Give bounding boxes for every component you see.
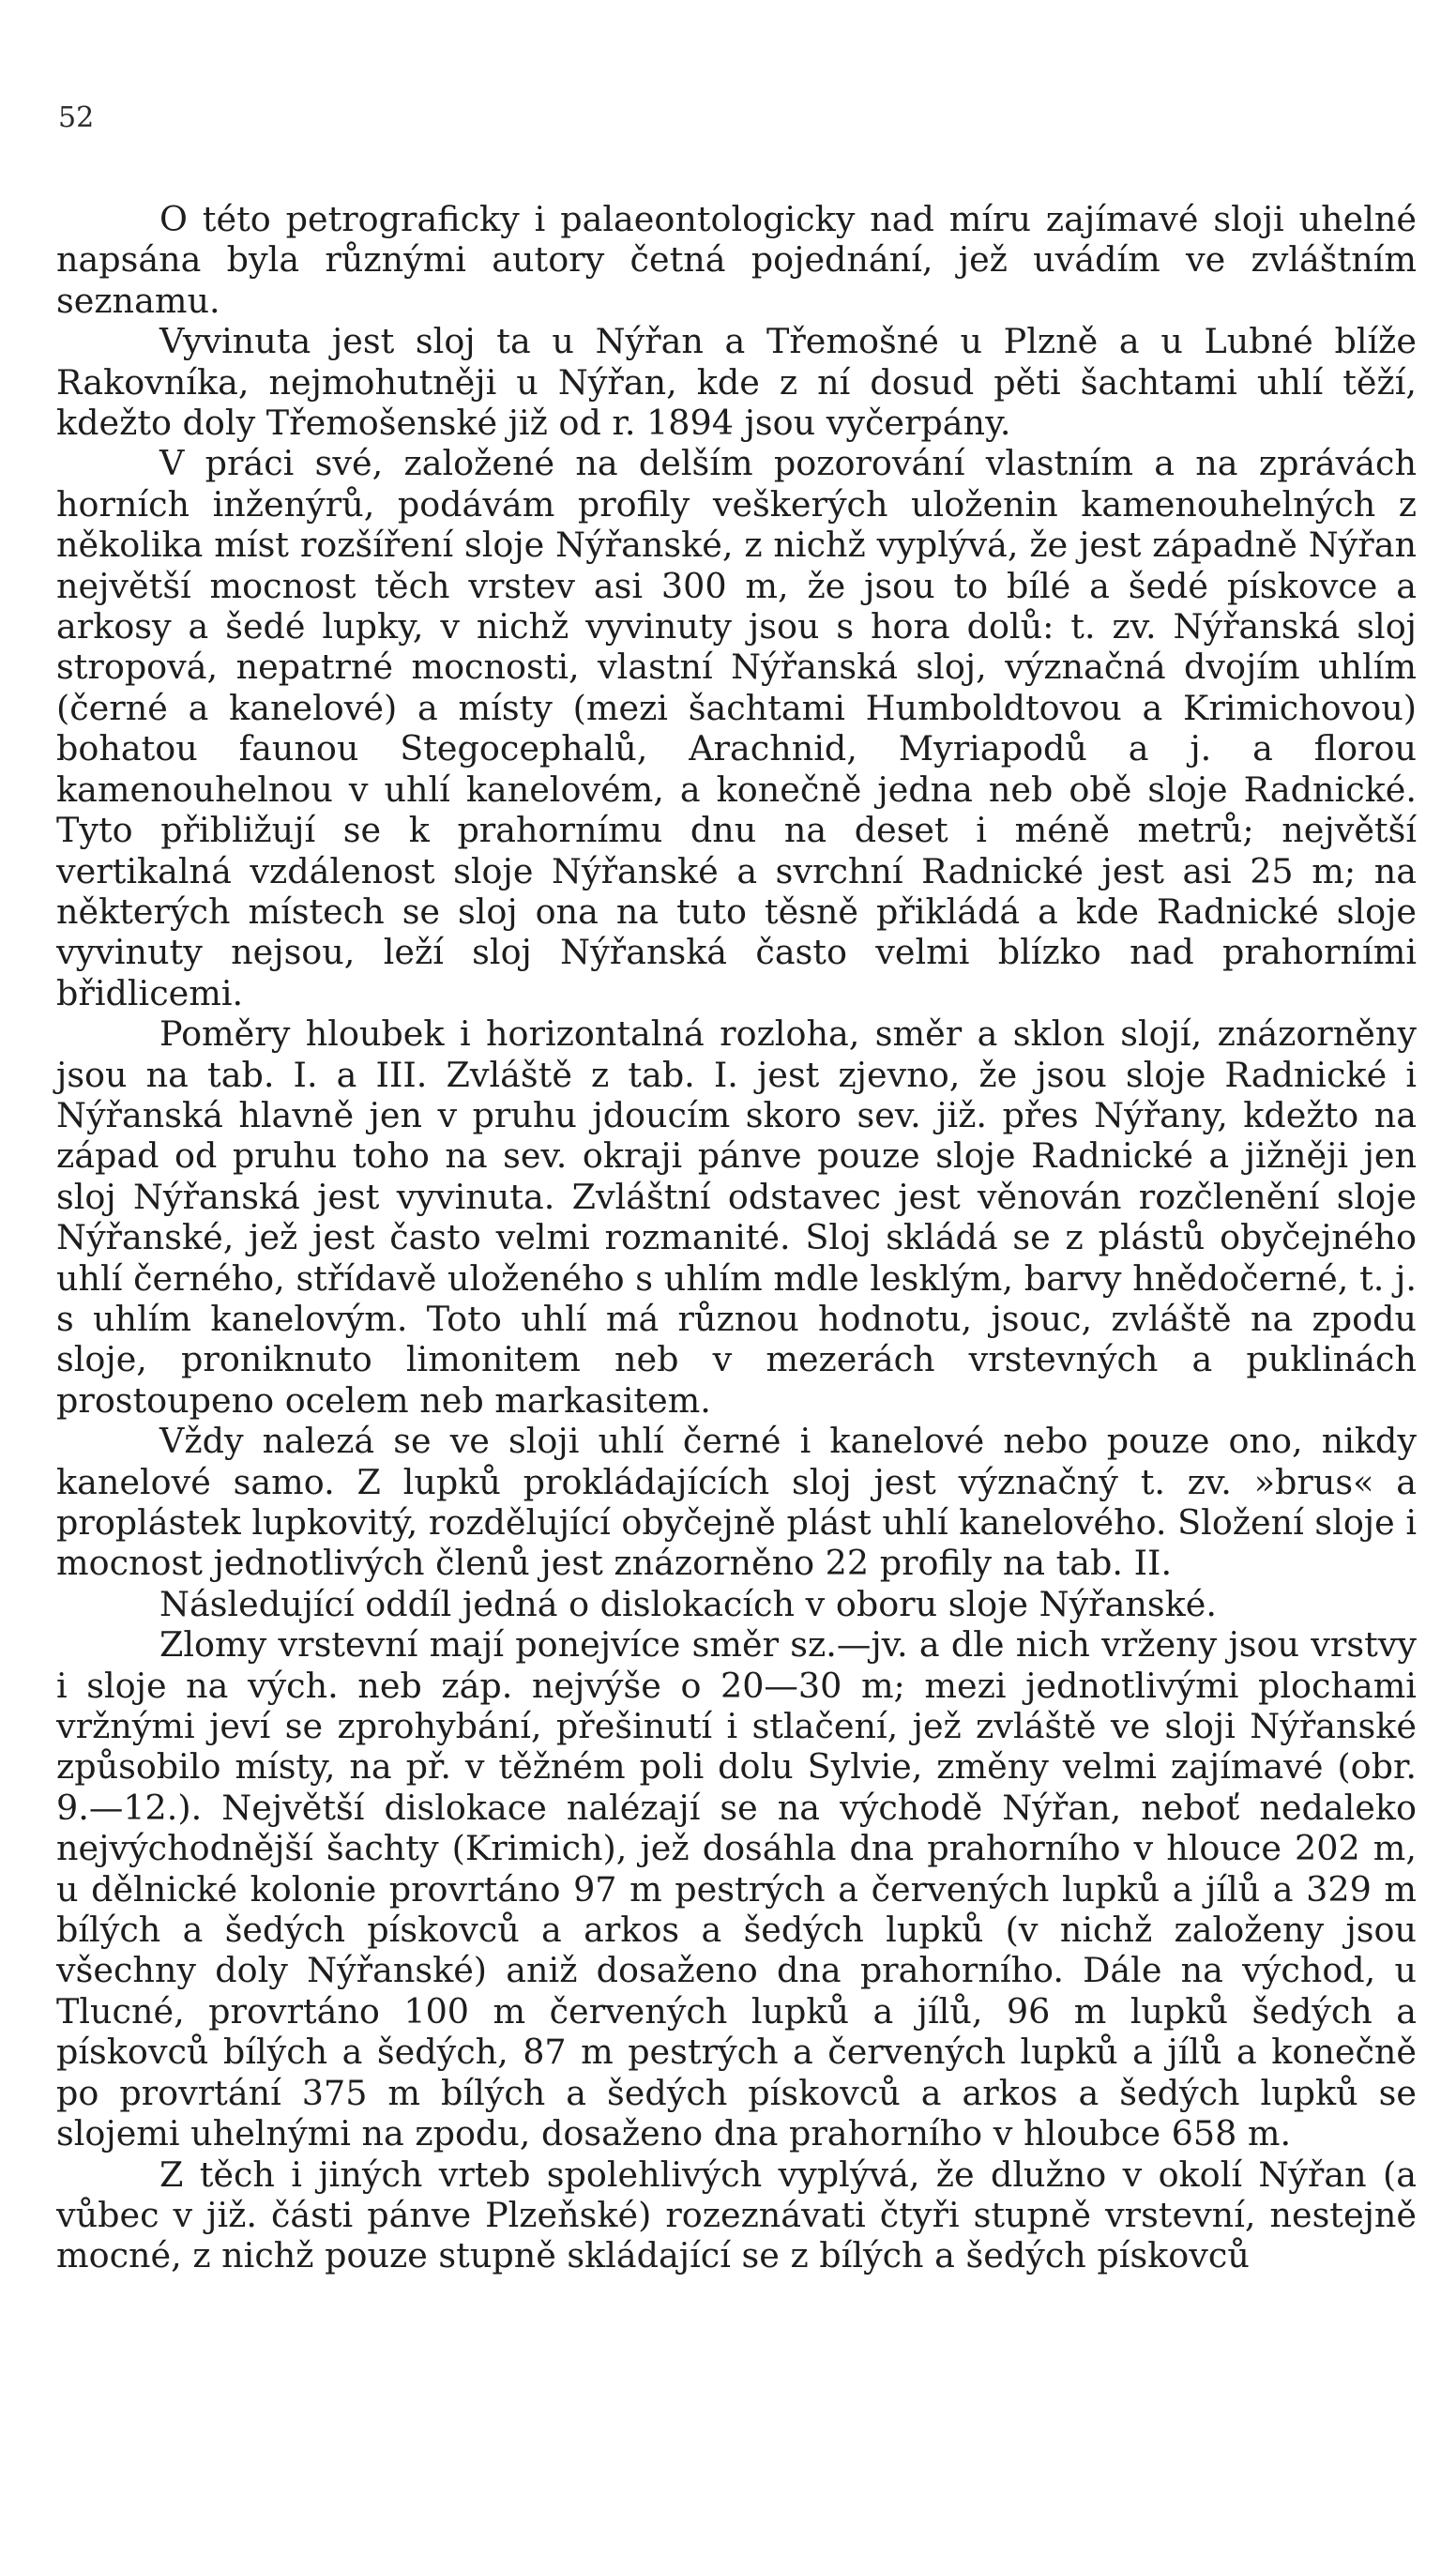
paragraph: Poměry hloubek i horizontalná rozloha, směr a sklon slojí, znázorněny jsou na tab. I. a III. Zvláště z tab. I. jest zjevno, že jsou sloje Radnické i Nýřanská hlavně jen v pruhu jdoucím skoro sev. již. přes Nýřany, kdežto na západ od pruhu toho na sev. okraji pánve pouze sloje Radnické a jižněji jen sloj Nýřanská jest vyvinuta. Zvláštní odstavec jest věnován rozčlenění sloje Nýřanské, jež jest často velmi rozmanité. Sloj skládá se z plástů obyčejného uhlí černého, střídavě uloženého s uhlím mdle lesklým, barvy hnědočerné, t. j. s uhlím kanelovým. Toto uhlí má různou hodnotu, jsouc, zvláště na zpodu sloje, proniknuto limonitem neb v mezerách vrstevných a puklinách prostoupeno ocelem neb markasitem. (56, 1013, 1417, 1421)
page-number: 52 (58, 101, 95, 134)
paragraph: Z těch i jiných vrteb spolehlivých vyplývá, že dlužno v okolí Nýřan (a vůbec v již. části pánve Plzeňské) rozeznávati čtyři stupně vrstevní, nestejně mocné, z nichž pouze stupně skládající se z bílých a šedých pískovců (56, 2154, 1417, 2276)
body-text (56, 199, 1417, 2276)
paragraph: Vždy nalezá se ve sloji uhlí černé i kanelové nebo pouze ono, nikdy kanelové samo. Z lupků prokládajících sloj jest význačný t. zv. »brus« a proplástek lupkovitý, rozdělující obyčejně plást uhlí kanelového. Složení sloje i mocnost jednotlivých členů jest znázorněno 22 profily na tab. II. (56, 1421, 1417, 1584)
paragraph: O této petrograficky i palaeontologicky nad míru zajímavé sloji uhelné napsána byla různými autory četná pojednání, jež uvádím ve zvláštním seznamu. (56, 199, 1417, 321)
paragraph: Zlomy vrstevní mají ponejvíce směr sz.—jv. a dle nich vrženy jsou vrstvy i sloje na vých. neb záp. nejvýše o 20—30 m; mezi jednotlivými plochami vržnými jeví se zprohybání, přešinutí i stlačení, jež zvláště ve sloji Nýřanské způsobilo místy, na př. v těžném poli dolu Sylvie, změny velmi zajímavé (obr. 9.—12.). Největší dislokace nalézají se na východě Nýřan, neboť nedaleko nejvýchodnější šachty (Krimich), jež dosáhla dna prahorního v hlouce 202 m, u dělnické kolonie provrtáno 97 m pestrých a červených lupků a jílů a 329 m bílých a šedých pískovců a arkos a šedých lupků (v nichž založeny jsou všechny doly Nýřanské) aniž dosaženo dna prahorního. Dále na východ, u Tlucné, provrtáno 100 m červených lupků a jílů, 96 m lupků šedých a pískovců bílých a šedých, 87 m pestrých a červených lupků a jílů a konečně po provrtání 375 m bílých a šedých pískovců a arkos a šedých lupků se slojemi uhelnými na zpodu, dosaženo dna prahorního v hloubce 658 m. (56, 1624, 1417, 2154)
paragraph: V práci své, založené na delším pozorování vlastním a na zprávách horních inženýrů, podávám profily veškerých uloženin kamenouhelných z několika míst rozšíření sloje Nýřanské, z nichž vyplývá, že jest západně Nýřan největší mocnost těch vrstev asi 300 m, že jsou to bílé a šedé pískovce a arkosy a šedé lupky, v nichž vyvinuty jsou s hora dolů: t. zv. Nýřanská sloj stropová, nepatrné mocnosti, vlastní Nýřanská sloj, význačná dvojím uhlím (černé a kanelové) a místy (mezi šachtami Humboldtovou a Krimichovou) bohatou faunou Stegocephalů, Arachnid, Myriapodů a j. a florou kamenouhelnou v uhlí kanelovém, a konečně jedna neb obě sloje Radnické. Tyto přibližují se k prahornímu dnu na deset i méně metrů; největší vertikalná vzdálenost sloje Nýřanské a svrchní Radnické jest asi 25 m; na některých místech se sloj ona na tuto těsně přikládá a kde Radnické sloje vyvinuty nejsou, leží sloj Nýřanská často velmi blízko nad prahorními břidlicemi. (56, 443, 1417, 1013)
paragraph: Následující oddíl jedná o dislokacích v oboru sloje Nýřanské. (159, 1583, 1217, 1624)
paragraph: Vyvinuta jest sloj ta u Nýřan a Třemošné u Plzně a u Lubné blíže Rakovníka, nejmohutněji u Nýřan, kde z ní dosud pěti šachtami uhlí těží, kdežto doly Třemošenské již od r. 1894 jsou vyčerpány. (56, 321, 1417, 444)
